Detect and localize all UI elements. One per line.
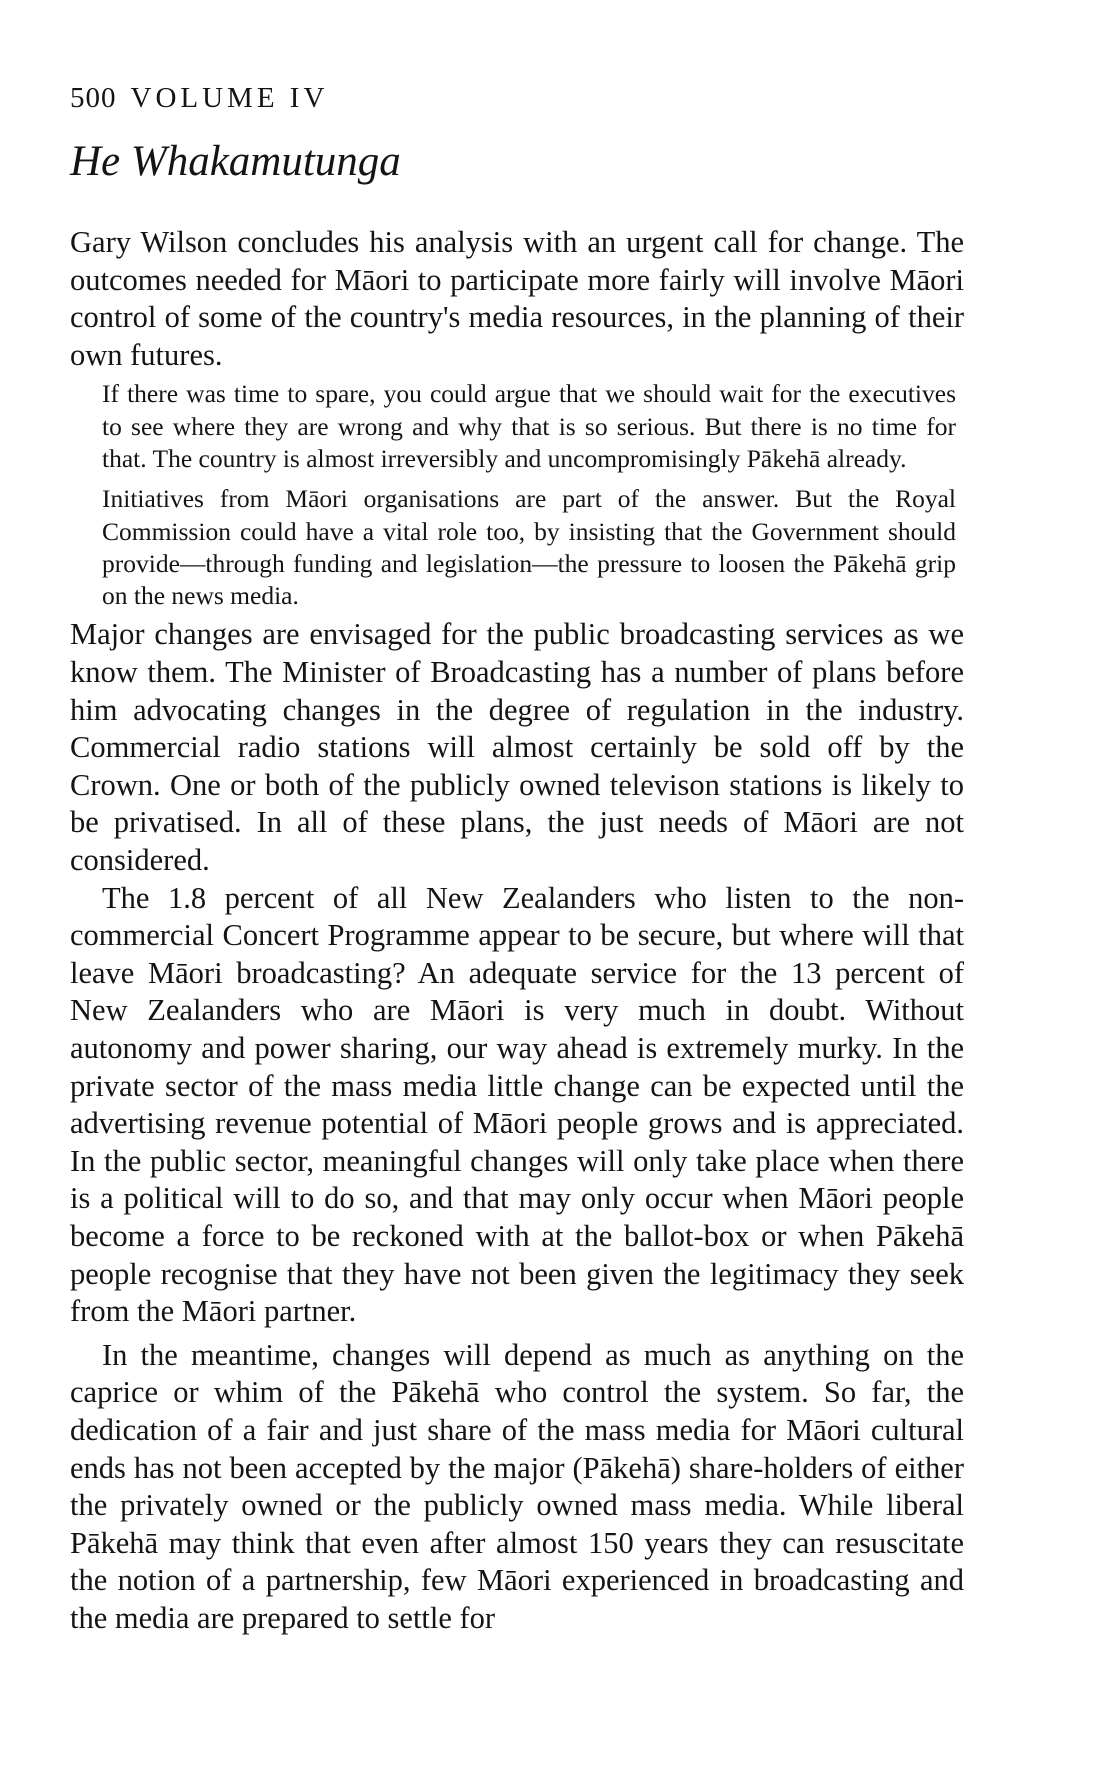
- intro-paragraph: Gary Wilson concludes his analysis with an urgent call for change. The outcomes needed for Māori to participate more fairly will involve Māori control of some of the country's media resources, in the planning of their own futures.: [70, 225, 964, 372]
- body-paragraph-2: The 1.8 percent of all New Zealanders who listen to the non-commercial Concert Programme appear to be secure, but where will that leave Māori broadcasting? An adequate service for the 13 percent of New Zealanders who are Māori is very much in doubt. Without autonomy and power sharing, our way ahead is extremely murky. In the private sector of the mass media little change can be expected until the advertising revenue potential of Māori people grows and is appreciated. In the public sector, meaningful changes will only take place when there is a political will to do so, and that may only occur when Māori people become a force to be reckoned with at the ballot-box or when Pākehā people recognise that they have not been given the legitimacy they seek from the Māori partner.: [70, 880, 964, 1329]
- quote-paragraph-2: Initiatives from Māori organisations are part of the answer. But the Royal Commission could have a vital role too, by insisting that the Government should provide—through funding and legislation—the pressure to loosen the Pākehā grip on the news media.: [102, 484, 956, 611]
- block-quote: [102, 378, 956, 612]
- body-paragraph-1: Major changes are envisaged for the public broadcasting services as we know them. The Minister of Broadcasting has a number of plans before him advocating changes in the degree of regulation in the industry. Commercial radio stations will almost certainly be sold off by the Crown. One or both of the publicly owned televison stations is likely to be privatised. In all of these plans, the just needs of Māori are not considered.: [70, 617, 964, 878]
- running-head: [70, 80, 964, 116]
- page-number: 500: [70, 82, 117, 114]
- book-page: [70, 80, 964, 1637]
- volume-label: VOLUME IV: [130, 82, 329, 114]
- quote-paragraph-1: If there was time to spare, you could argue that we should wait for the executives to see where they are wrong and why that is so serious. But there is no time for that. The country is almost irreversibly and uncompromisingly Pākehā already.: [102, 379, 956, 473]
- section-title: He Whakamutunga: [70, 138, 401, 185]
- body-paragraph-3: In the meantime, changes will depend as much as anything on the caprice or whim of the Pākehā who control the system. So far, the dedication of a fair and just share of the mass media for Māori cultural ends has not been accepted by the major (Pākehā) share-holders of either the privately owned or the publicly owned mass media. While liberal Pākehā may think that even after almost 150 years they can resuscitate the notion of a partnership, few Māori experienced in broadcasting and the media are prepared to settle for: [70, 1337, 964, 1635]
